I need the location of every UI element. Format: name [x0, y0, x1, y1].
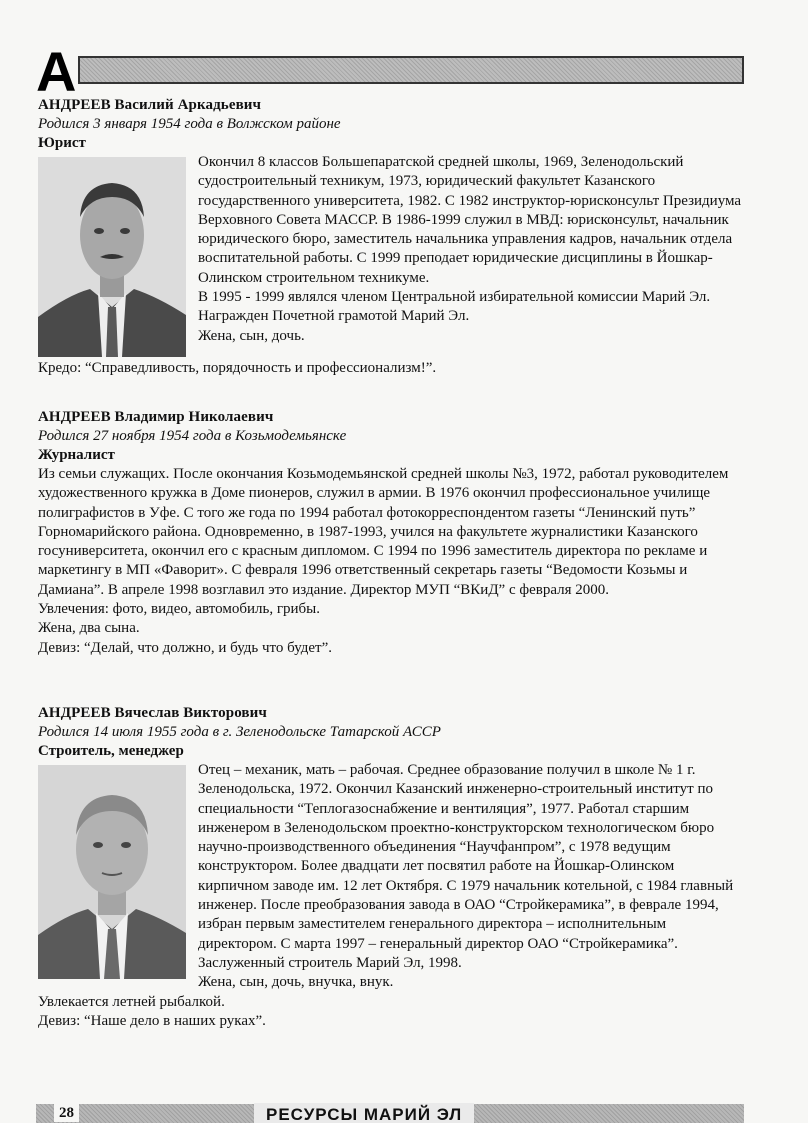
family-info: Жена, два сына.: [38, 620, 140, 637]
profession: Юрист: [38, 135, 86, 151]
section-header-bar: [78, 56, 744, 84]
section-header: [36, 40, 744, 103]
page-number: 28: [54, 1104, 79, 1122]
motto: Кредо: “Справедливость, порядочность и профессионализм!”.: [38, 360, 437, 376]
birth-info: Родился 27 ноября 1954 года в Козьмодемьянске: [38, 428, 347, 444]
biography-entry: [38, 96, 748, 378]
biography-entry: [38, 704, 748, 1031]
biography-entry: [38, 408, 748, 658]
motto: Девиз: “Наше дело в наших руках”.: [38, 1012, 266, 1029]
bio-paragraph: В 1995 - 1999 являлся членом Центральной избирательной комиссии Марий Эл. Награжден Почетной грамотой Марий Эл.: [198, 289, 711, 325]
bio-paragraph: Отец – механик, мать – рабочая. Среднее образование получил в школе № 1 г. Зеленодольска, 1972. Окончил Казанский инженерно-строительный институт по специальности “Теплогазоснабжение и вентиляция”, 1977. Работал старшим инженером в Зеленодольском проектно-конструкторском технологическом бюро научно-производственного объединения “Научфанпром”, с 1978 ведущим конструктором. Более двадцати лет посвятил работе на Йошкар-Олинском кирпичном заводе им. 12 лет Октября. С 1979 начальник котельной, с 1984 главный инженер. После преобразования завода в ОАО “Стройкерамика”, в феврале 1994, избран первым заместителем генерального директора – исполнительным директором. С марта 1997 – генеральный директор ОАО “Стройкерамика”.: [198, 762, 734, 952]
award-info: Заслуженный строитель Марий Эл, 1998.: [198, 954, 462, 971]
bio-paragraph: Окончил 8 классов Большепаратской средней школы, 1969, Зеленодольский судостроительный техникум, 1973, юридический факультет Казанского государственного университета, 1982. С 1982 инструктор-юрисконсульт Президиума Верховного Совета МАССР. В 1986-1999 служил в МВД: юрисконсульт, начальник юридического бюро, заместитель начальника управления кадров, начальник отдела воспитательной работы. С 1999 преподает юридические дисциплины в Йошкар-Олинском строительном техникуме.: [198, 154, 742, 286]
portrait-photo: [38, 157, 186, 357]
page-footer: [36, 1102, 744, 1123]
person-name: АНДРЕЕВ Вячеслав Викторович: [38, 705, 267, 721]
hobbies: Увлекается летней рыбалкой.: [38, 993, 225, 1010]
family-info: Жена, сын, дочь.: [198, 327, 305, 344]
profession: Журналист: [38, 447, 115, 463]
person-name: АНДРЕЕВ Василий Аркадьевич: [38, 97, 262, 113]
motto: Девиз: “Делай, что должно, и будь что будет”.: [38, 639, 333, 656]
magazine-title: РЕСУРСЫ МАРИЙ ЭЛ: [254, 1103, 474, 1123]
section-letter: А: [36, 40, 77, 103]
person-name: АНДРЕЕВ Владимир Николаевич: [38, 409, 274, 425]
family-info: Жена, сын, дочь, внучка, внук.: [198, 974, 394, 991]
bio-paragraph: Из семьи служащих. После окончания Козьмодемьянской средней школы №3, 1972, работал руководителем художественного кружка в Доме пионеров, служил в армии. В 1976 окончил профессиональное училище полиграфистов в Уфе. С того же года по 1994 работал фотокорреспондентом газеты “Ленинский путь” Горномарийского района. Одновременно, в 1987-1993, учился на факультете журналистики Казанского госуниверситета, окончил его с красным дипломом. С 1994 по 1996 заместитель директора по рекламе и маркетингу в МП «Фаворит». С февраля 1996 ответственный секретарь газеты “Ведомости Козьмы и Дамиана”. В апреле 1998 возглавил это издание. Директор МУП “ВКиД” с февраля 2000.: [38, 466, 729, 598]
profession: Строитель, менеджер: [38, 743, 184, 759]
birth-info: Родился 14 июля 1955 года в г. Зеленодольске Татарской АССР: [38, 724, 441, 740]
portrait-photo: [38, 765, 186, 979]
birth-info: Родился 3 января 1954 года в Волжском районе: [38, 116, 341, 132]
hobbies: Увлечения: фото, видео, автомобиль, грибы.: [38, 601, 320, 618]
